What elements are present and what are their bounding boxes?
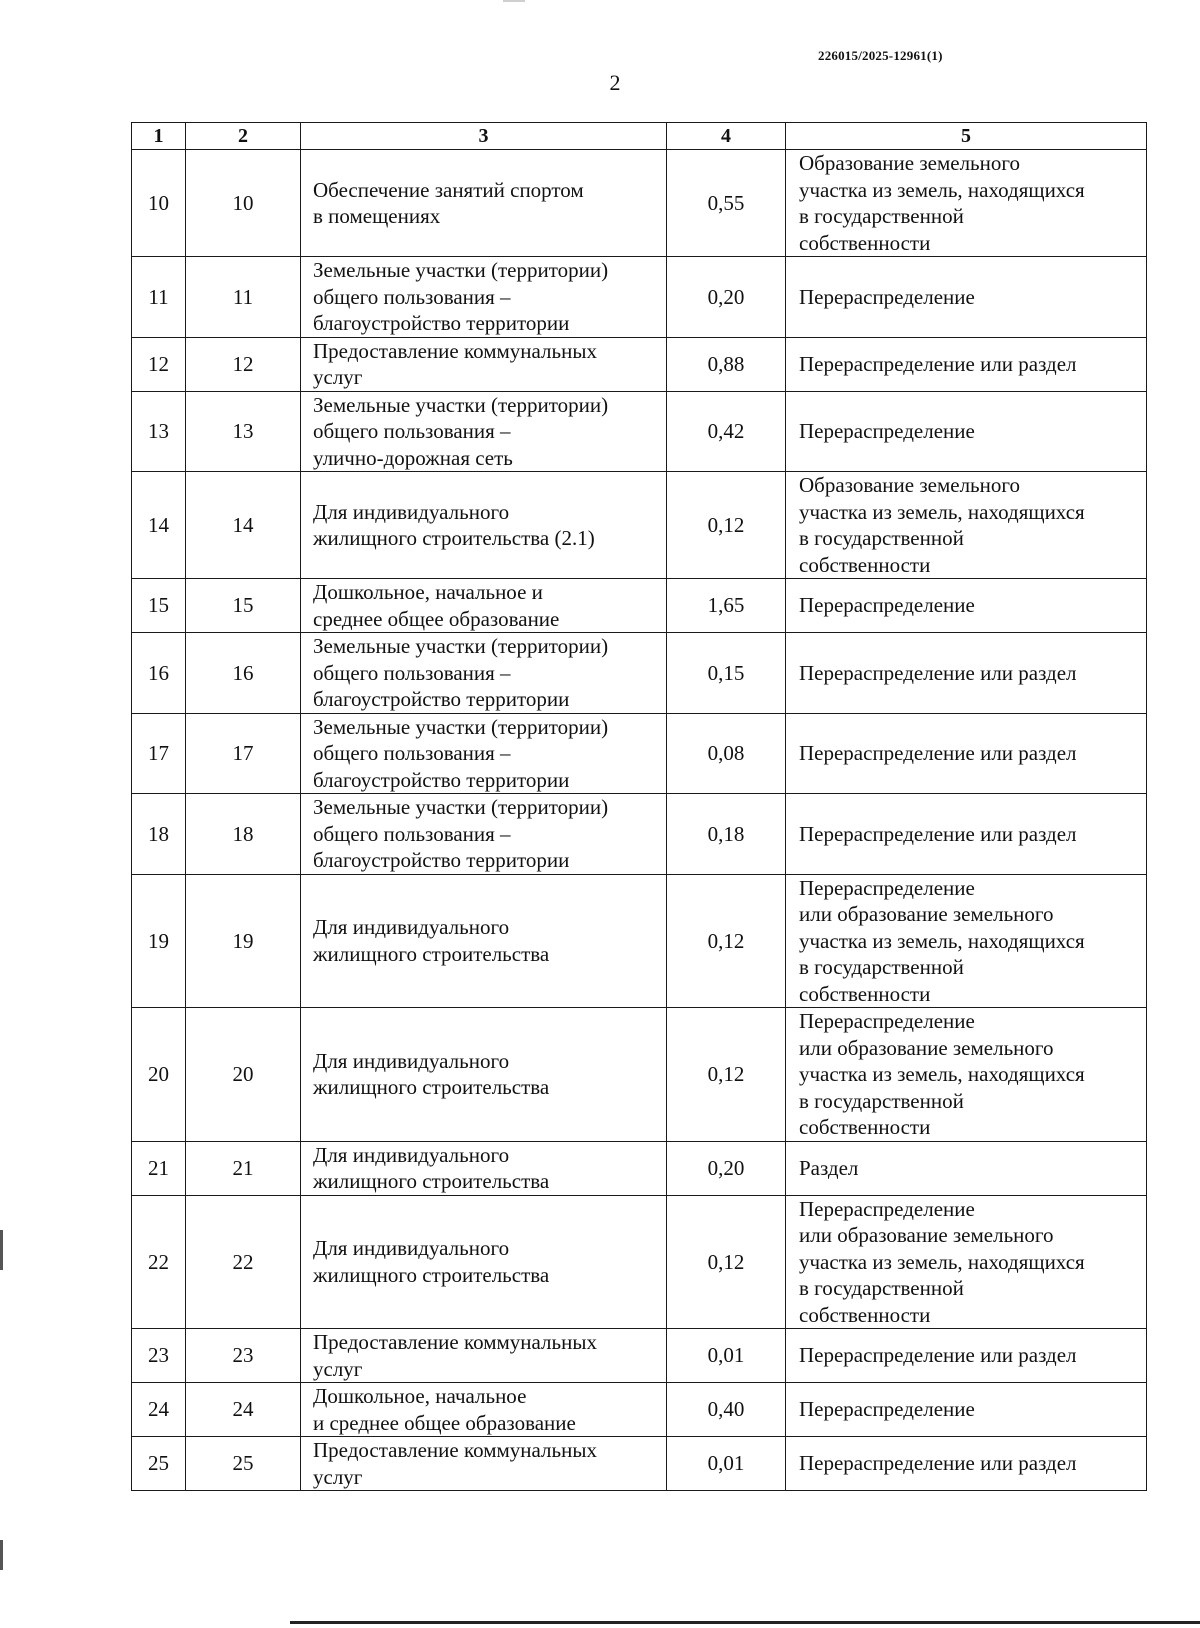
header-row xyxy=(132,123,1147,150)
table-cell-col4 xyxy=(667,874,786,1008)
table-row xyxy=(132,1195,1147,1329)
cell-text: 0,01 xyxy=(707,1343,745,1368)
cell-text: Для индивидуального жилищного строительства xyxy=(313,1048,550,1100)
table-cell-col3 xyxy=(301,337,667,391)
cell-text: 14 xyxy=(232,512,254,537)
cell-text: Предоставление коммунальных услуг xyxy=(313,1330,597,1381)
table-body xyxy=(132,150,1147,1491)
column-header-4: 4 xyxy=(667,123,786,150)
cell-text: 0,01 xyxy=(707,1451,745,1476)
cell-text: Для индивидуального жилищного строительства xyxy=(313,915,550,966)
table-cell-col3 xyxy=(301,1195,667,1329)
table-cell-col2 xyxy=(186,579,301,633)
cell-text: Перераспределение или раздел xyxy=(799,351,1077,376)
table-row xyxy=(132,1437,1147,1491)
table-cell-col3 xyxy=(301,1383,667,1437)
cell-text: Предоставление коммунальных услуг xyxy=(313,1438,597,1489)
table-cell-col2 xyxy=(186,1008,301,1142)
cell-text: 15 xyxy=(148,593,169,618)
table-cell-col4 xyxy=(667,1437,786,1491)
table-cell-col3 xyxy=(301,633,667,714)
cell-text: 0,20 xyxy=(707,1155,745,1180)
cell-text: 0,40 xyxy=(707,1397,745,1422)
table-cell-col3 xyxy=(301,713,667,794)
cell-text: 17 xyxy=(148,741,169,765)
cell-text: 0,15 xyxy=(707,660,745,685)
table-cell-col5 xyxy=(786,874,1147,1008)
cell-text: Образование земельного участка из земель, находящихся в государственной собственности xyxy=(799,473,1085,577)
cell-text: Перераспределение xyxy=(799,284,975,309)
cell-text: 24 xyxy=(148,1397,169,1422)
cell-text: 21 xyxy=(232,1155,254,1180)
cell-text: 20 xyxy=(148,1062,169,1086)
table-cell-col4 xyxy=(667,1195,786,1329)
cell-text: 15 xyxy=(232,593,254,618)
table-cell-col1 xyxy=(132,874,186,1008)
column-header-3: 3 xyxy=(301,123,667,150)
cell-text: 19 xyxy=(232,928,254,953)
table-cell-col2 xyxy=(186,1383,301,1437)
cell-text: 0,08 xyxy=(707,741,745,765)
cell-text: 13 xyxy=(232,419,254,443)
table-cell-col1 xyxy=(132,1383,186,1437)
table-cell-col5 xyxy=(786,794,1147,875)
table-cell-col3 xyxy=(301,1008,667,1142)
table-cell-col1 xyxy=(132,1437,186,1491)
table-cell-col1 xyxy=(132,1195,186,1329)
table-cell-col4 xyxy=(667,150,786,257)
table-cell-col5 xyxy=(786,1008,1147,1142)
table-cell-col4 xyxy=(667,713,786,794)
cell-text: 18 xyxy=(232,821,254,846)
cell-text: Земельные участки (территории) общего пользования – благоустройство территории xyxy=(313,795,609,872)
cell-text: 12 xyxy=(232,351,254,376)
table-cell-col1 xyxy=(132,337,186,391)
cell-text: 25 xyxy=(148,1451,169,1476)
table-cell-col1 xyxy=(132,713,186,794)
cell-text: Перераспределение или образование земельного участка из земель, находящихся в государственной собственности xyxy=(799,875,1085,1006)
cell-text: 0,55 xyxy=(707,190,745,215)
table-cell-col2 xyxy=(186,874,301,1008)
cell-text: 17 xyxy=(232,741,254,765)
cell-text: Перераспределение или образование земельного участка из земель, находящихся в государственной собственности xyxy=(799,1196,1085,1327)
table-cell-col4 xyxy=(667,337,786,391)
column-header-2: 2 xyxy=(186,123,301,150)
table-cell-col4 xyxy=(667,1141,786,1195)
table-cell-col5 xyxy=(786,1329,1147,1383)
cell-text: 1,65 xyxy=(707,593,745,618)
table-row xyxy=(132,1329,1147,1383)
scan-artifact-bottom xyxy=(290,1621,1200,1624)
table-cell-col2 xyxy=(186,1329,301,1383)
table-row xyxy=(132,579,1147,633)
cell-text: Перераспределение xyxy=(799,1397,975,1422)
cell-text: Раздел xyxy=(799,1155,859,1180)
table-cell-col4 xyxy=(667,1008,786,1142)
cell-text: 0,88 xyxy=(707,351,745,376)
table-cell-col3 xyxy=(301,579,667,633)
cell-text: Земельные участки (территории) общего пользования – благоустройство территории xyxy=(313,634,609,711)
table-cell-col5 xyxy=(786,713,1147,794)
cell-text: 0,18 xyxy=(707,821,745,846)
table-cell-col5 xyxy=(786,472,1147,579)
table-cell-col3 xyxy=(301,1437,667,1491)
table-cell-col5 xyxy=(786,579,1147,633)
cell-text: 18 xyxy=(148,821,169,846)
table-cell-col1 xyxy=(132,794,186,875)
table-cell-col5 xyxy=(786,1437,1147,1491)
table-cell-col3 xyxy=(301,150,667,257)
table-cell-col2 xyxy=(186,1141,301,1195)
table-cell-col1 xyxy=(132,633,186,714)
cell-text: Перераспределение или раздел xyxy=(799,660,1077,685)
table-cell-col1 xyxy=(132,150,186,257)
cell-text: Дошкольное, начальное и среднее общее образование xyxy=(313,1384,576,1435)
table-cell-col4 xyxy=(667,472,786,579)
table-cell-col5 xyxy=(786,391,1147,472)
scan-artifact-top xyxy=(503,0,525,2)
cell-text: Земельные участки (территории) общего пользования – улично-дорожная сеть xyxy=(313,392,609,470)
cell-text: Для индивидуального жилищного строительства xyxy=(313,1142,550,1193)
cell-text: 12 xyxy=(148,351,169,376)
table-cell-col3 xyxy=(301,257,667,338)
table-row xyxy=(132,1141,1147,1195)
cell-text: Образование земельного участка из земель, находящихся в государственной собственности xyxy=(799,151,1085,255)
cell-text: Земельные участки (территории) общего пользования – благоустройство территории xyxy=(313,714,609,792)
table-header xyxy=(132,123,1147,150)
table-row xyxy=(132,150,1147,257)
table-row xyxy=(132,794,1147,875)
cell-text: Перераспределение или раздел xyxy=(799,821,1077,846)
cell-text: Для индивидуального жилищного строительства xyxy=(313,1236,550,1287)
table-row xyxy=(132,472,1147,579)
cell-text: 13 xyxy=(148,419,169,443)
table-row xyxy=(132,1008,1147,1142)
cell-text: 0,20 xyxy=(707,284,745,309)
cell-text: 23 xyxy=(232,1343,254,1368)
table-cell-col2 xyxy=(186,1437,301,1491)
table-cell-col4 xyxy=(667,257,786,338)
cell-text: 23 xyxy=(148,1343,169,1368)
table-row xyxy=(132,391,1147,472)
table-cell-col2 xyxy=(186,713,301,794)
cell-text: Перераспределение xyxy=(799,593,975,618)
table-cell-col5 xyxy=(786,337,1147,391)
table-cell-col2 xyxy=(186,150,301,257)
cell-text: Земельные участки (территории) общего пользования – благоустройство территории xyxy=(313,258,609,335)
table-cell-col5 xyxy=(786,1383,1147,1437)
cell-text: 22 xyxy=(148,1249,169,1274)
land-plots-table xyxy=(131,122,1147,1491)
table-cell-col5 xyxy=(786,1141,1147,1195)
table-cell-col1 xyxy=(132,579,186,633)
table-cell-col1 xyxy=(132,257,186,338)
cell-text: 11 xyxy=(148,284,169,309)
cell-text: Перераспределение или образование земельного участка из земель, находящихся в государственной собственности xyxy=(799,1009,1085,1139)
cell-text: 0,12 xyxy=(707,1062,745,1086)
table-cell-col2 xyxy=(186,794,301,875)
table-cell-col1 xyxy=(132,391,186,472)
table-row xyxy=(132,633,1147,714)
table-cell-col3 xyxy=(301,1141,667,1195)
scan-artifact-left xyxy=(0,1230,3,1270)
table-cell-col4 xyxy=(667,1329,786,1383)
table-row xyxy=(132,337,1147,391)
table-cell-col3 xyxy=(301,472,667,579)
cell-text: Перераспределение или раздел xyxy=(799,741,1077,765)
cell-text: 25 xyxy=(232,1451,254,1476)
table-cell-col3 xyxy=(301,391,667,472)
table-cell-col4 xyxy=(667,579,786,633)
cell-text: 20 xyxy=(232,1062,254,1086)
table-cell-col2 xyxy=(186,391,301,472)
cell-text: 0,12 xyxy=(707,1249,745,1274)
table-cell-col3 xyxy=(301,874,667,1008)
cell-text: 0,12 xyxy=(707,512,745,537)
table-row xyxy=(132,874,1147,1008)
cell-text: Перераспределение или раздел xyxy=(799,1343,1077,1368)
table-cell-col1 xyxy=(132,1329,186,1383)
table-cell-col1 xyxy=(132,1008,186,1142)
cell-text: 24 xyxy=(232,1397,254,1422)
cell-text: 10 xyxy=(148,190,169,215)
table-cell-col4 xyxy=(667,633,786,714)
cell-text: 0,42 xyxy=(707,419,745,443)
cell-text: 22 xyxy=(232,1249,254,1274)
column-header-1: 1 xyxy=(132,123,186,150)
scan-artifact-left-lower xyxy=(0,1540,3,1570)
table-cell-col3 xyxy=(301,794,667,875)
table-cell-col2 xyxy=(186,257,301,338)
cell-text: Для индивидуального жилищного строительства (2.1) xyxy=(313,499,595,550)
cell-text: Перераспределение или раздел xyxy=(799,1451,1077,1476)
table-cell-col4 xyxy=(667,391,786,472)
table-row xyxy=(132,257,1147,338)
cell-text: 21 xyxy=(148,1155,169,1180)
table-cell-col2 xyxy=(186,633,301,714)
table-cell-col4 xyxy=(667,1383,786,1437)
cell-text: 14 xyxy=(148,512,169,537)
cell-text: 16 xyxy=(148,660,169,685)
table-row xyxy=(132,713,1147,794)
document-id: 226015/2025-12961(1) xyxy=(818,48,943,63)
cell-text: 11 xyxy=(232,284,254,309)
table-cell-col5 xyxy=(786,257,1147,338)
table-cell-col5 xyxy=(786,150,1147,257)
cell-text: Дошкольное, начальное и среднее общее образование xyxy=(313,580,560,631)
cell-text: 10 xyxy=(232,190,254,215)
cell-text: Обеспечение занятий спортом в помещениях xyxy=(313,177,584,228)
cell-text: Перераспределение xyxy=(799,419,975,443)
table-cell-col1 xyxy=(132,1141,186,1195)
table-cell-col5 xyxy=(786,633,1147,714)
table-cell-col2 xyxy=(186,1195,301,1329)
column-header-5: 5 xyxy=(786,123,1147,150)
table-cell-col5 xyxy=(786,1195,1147,1329)
cell-text: 16 xyxy=(232,660,254,685)
table-cell-col4 xyxy=(667,794,786,875)
cell-text: 0,12 xyxy=(707,928,745,953)
table-cell-col2 xyxy=(186,337,301,391)
table-row xyxy=(132,1383,1147,1437)
table-cell-col1 xyxy=(132,472,186,579)
cell-text: Предоставление коммунальных услуг xyxy=(313,338,597,389)
cell-text: 19 xyxy=(148,928,169,953)
table-cell-col3 xyxy=(301,1329,667,1383)
table-cell-col2 xyxy=(186,472,301,579)
page-number: 2 xyxy=(609,70,621,95)
